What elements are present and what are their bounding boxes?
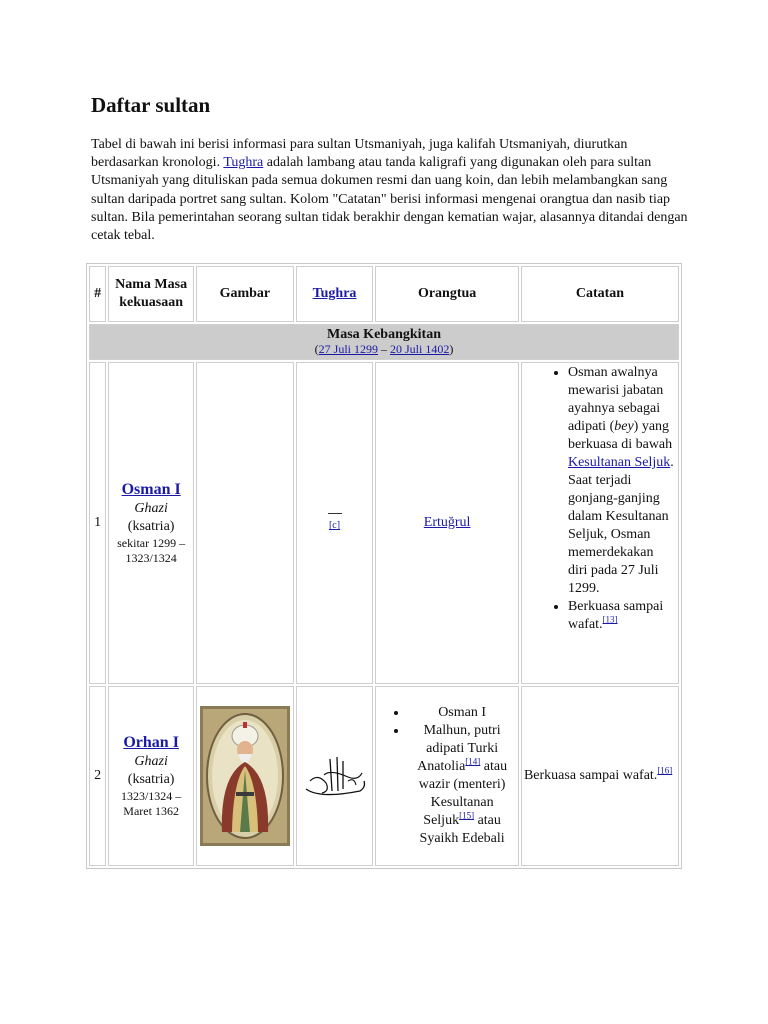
era-title: Masa Kebangkitan [327,327,441,342]
footnote-ref[interactable]: [14] [465,756,481,767]
era-dash: – [378,342,390,356]
tughra-cell [296,686,373,866]
era-date-start-link[interactable]: 27 Juli 1299 [318,342,378,356]
header-tughra-link[interactable]: Tughra [312,286,357,301]
intro-text-2: adalah lambang atau tanda kaligrafi yang digunakan oleh para sultan Utsmaniyah yang dituliskan pada semua dokumen resmi dan uang koin, dan lebih melambangkan sang sultan daripada portret sang sultan. Kolom "Catatan" berisi informasi mengenai orangtua dan nasib tiap sultan. Bila pemerintahan seorang sultan tidak berakhir dengan kematian wajar, alasannya ditandai dengan cetak tebal. [91,155,688,244]
list-item [408,722,516,848]
tughra-placeholder [328,513,342,514]
notes-cell [521,362,679,684]
reign-period: sekitar 1299 – 1323/1324 [117,535,186,565]
intro-text-1: Tabel di bawah ini berisi informasi para sultan Utsmaniyah, juga kalifah Utsmaniyah, diurutkan berdasarkan kronologi. [91,137,628,171]
image-cell-empty [196,362,294,684]
name-cell [108,686,194,866]
era-dates [92,342,676,357]
footnote-ref[interactable]: [15] [459,810,475,821]
sultan-role: (ksatria) [127,771,175,787]
parent-link[interactable]: Ertuğrul [423,515,471,530]
row-number: 2 [89,686,106,866]
list-item [568,598,676,634]
row-number: 1 [89,362,106,684]
tughra-link[interactable]: Tughra [223,155,264,171]
note-text: ) yang berkuasa di bawah [567,419,673,452]
table-header-row [89,266,679,322]
sultan-role: (ksatria) [127,518,175,534]
sultan-name-link[interactable]: Osman I [121,480,181,498]
header-parents: Orangtua [375,266,519,322]
list-item [568,364,676,598]
tughra-cell [296,362,373,684]
header-image: Gambar [196,266,294,322]
footnote-ref[interactable]: [13] [602,614,618,625]
tughra-calligraphy-icon[interactable] [300,751,370,801]
sultan-title: Ghazi [134,753,168,769]
parents-cell [375,686,519,866]
parent-text: atau wazir (menteri) Kesultanan Seljuk [418,759,508,828]
seljuk-link[interactable]: Kesultanan Seljuk [567,455,671,470]
notes-list [524,364,676,634]
intro-paragraph [91,136,691,245]
tughra-ref-link[interactable]: [c] [328,520,341,531]
sultan-title: Ghazi [134,500,168,516]
sultan-table [86,263,682,869]
image-cell [196,686,294,866]
era-open-paren: ( [314,342,319,356]
sultan-name-link[interactable]: Orhan I [123,733,179,751]
reign-period: 1323/1324 – Maret 1362 [120,788,182,818]
parents-list [378,704,516,848]
parents-cell [375,362,519,684]
parent-text: Malhun, putri adipati Turki Anatolia [417,723,501,774]
name-cell [108,362,194,684]
note-text: Osman awalnya mewarisi jabatan ayahnya sebagai adipati ( [567,365,664,434]
note-emphasis: bey [614,419,634,434]
list-item: • Osman I [408,704,516,722]
era-date-end-link[interactable]: 20 Juli 1402 [390,342,450,356]
header-num: # [89,266,106,322]
era-close-paren: ) [449,342,454,356]
table-row [89,362,679,684]
note-text: Berkuasa sampai wafat. [523,768,658,783]
header-notes: Catatan [521,266,679,322]
header-name: Nama Masa kekuasaan [108,266,194,322]
page-heading: Daftar sultan [91,93,211,117]
era-cell [89,324,679,360]
footnote-ref[interactable]: [16] [657,765,673,776]
notes-cell [521,686,679,866]
note-text: . Saat terjadi gonjang-ganjing dalam Kesultanan Seljuk, Osman memerdekakan diri pada 27 Juli 1299. [567,455,674,596]
table-row [89,686,679,866]
parent-text: atau Syaikh Edebali [419,813,505,846]
header-tughra [296,266,373,322]
note-text: Berkuasa sampai wafat. [567,599,664,632]
portrait-image[interactable] [200,706,290,846]
era-row [89,324,679,360]
